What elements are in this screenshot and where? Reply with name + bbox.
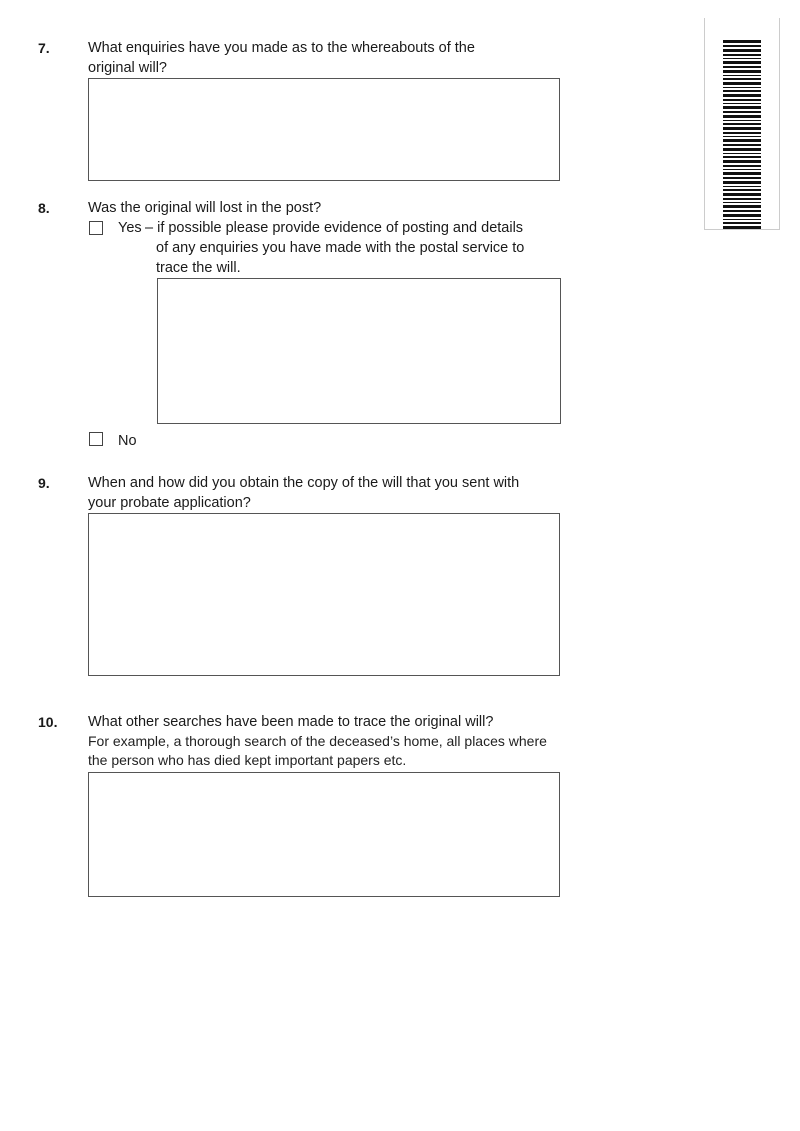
q8-yes-detail-line-1: – if possible please provide evidence of posting and details — [145, 220, 524, 236]
barcode-bar — [723, 106, 761, 109]
question-10-hint-line-1: For example, a thorough search of the deceased’s home, all places where — [88, 733, 547, 749]
question-8-answer-box[interactable] — [157, 278, 561, 424]
question-7-answer-box[interactable] — [88, 78, 560, 181]
question-10-answer-box[interactable] — [88, 772, 560, 897]
barcode-bar — [723, 123, 761, 125]
barcode-bar — [723, 226, 761, 229]
q8-no-checkbox[interactable] — [89, 432, 103, 446]
barcode-bar — [723, 127, 761, 130]
barcode-bar — [723, 49, 761, 52]
barcode-bar — [723, 210, 761, 212]
question-9-number: 9. — [38, 475, 50, 491]
barcode-bar — [723, 115, 761, 118]
barcode-bar — [723, 111, 761, 113]
barcode-bar — [723, 66, 761, 68]
barcode-bar — [723, 103, 761, 104]
barcode-bar — [723, 45, 761, 47]
barcode-bar — [723, 198, 761, 200]
barcode-bar — [723, 94, 761, 97]
barcode-bar — [723, 136, 761, 137]
question-9-line-1: When and how did you obtain the copy of the will that you sent with — [88, 475, 520, 491]
barcode-bar — [723, 153, 761, 154]
question-7-number: 7. — [38, 40, 50, 56]
barcode-bar — [723, 40, 761, 43]
barcode-bar — [723, 165, 761, 167]
question-9-answer-box[interactable] — [88, 513, 560, 676]
question-8-number: 8. — [38, 200, 50, 216]
q8-yes-checkbox[interactable] — [89, 221, 103, 235]
q8-yes-label: Yes — [118, 220, 142, 236]
barcode-bar — [723, 219, 761, 220]
barcode-bar — [723, 61, 761, 64]
barcode-bar — [723, 99, 761, 101]
barcode-bar — [723, 186, 761, 187]
barcode — [723, 40, 761, 230]
barcode-bar — [723, 214, 761, 217]
barcode-bar — [723, 78, 761, 80]
barcode-bar — [723, 75, 761, 76]
question-10-hint-line-2: the person who has died kept important papers etc. — [88, 752, 407, 768]
barcode-bar — [723, 144, 761, 146]
question-9-text — [88, 473, 558, 513]
barcode-panel — [704, 18, 780, 230]
q8-yes-detail-line-3: trace the will. — [156, 260, 241, 276]
barcode-bar — [723, 205, 761, 208]
barcode-bar — [723, 54, 761, 56]
barcode-bar — [723, 202, 761, 203]
question-10-hint — [88, 732, 568, 770]
barcode-bar — [723, 169, 761, 170]
barcode-bar — [723, 70, 761, 73]
barcode-bar — [723, 160, 761, 163]
barcode-bar — [723, 120, 761, 121]
barcode-bar — [723, 222, 761, 224]
barcode-bar — [723, 58, 761, 59]
barcode-bar — [723, 148, 761, 151]
barcode-bar — [723, 87, 761, 88]
question-9-line-2: your probate application? — [88, 495, 251, 511]
barcode-bar — [723, 90, 761, 92]
barcode-bar — [723, 156, 761, 158]
q8-yes-detail-line-2: of any enquiries you have made with the postal service to — [156, 240, 525, 256]
question-7-line-1: What enquiries have you made as to the whereabouts of the — [88, 40, 475, 56]
question-7-text — [88, 38, 558, 78]
barcode-bar — [723, 189, 761, 191]
question-10-text: What other searches have been made to trace the original will? — [88, 714, 494, 730]
barcode-bar — [723, 132, 761, 134]
barcode-bar — [723, 193, 761, 196]
question-7-line-2: original will? — [88, 60, 167, 76]
barcode-bar — [723, 82, 761, 85]
barcode-bar — [723, 177, 761, 179]
q8-no-label: No — [118, 433, 137, 449]
barcode-bar — [723, 139, 761, 142]
question-8-text: Was the original will lost in the post? — [88, 200, 322, 216]
barcode-bar — [723, 181, 761, 184]
question-10-number: 10. — [38, 714, 58, 730]
barcode-bar — [723, 172, 761, 175]
